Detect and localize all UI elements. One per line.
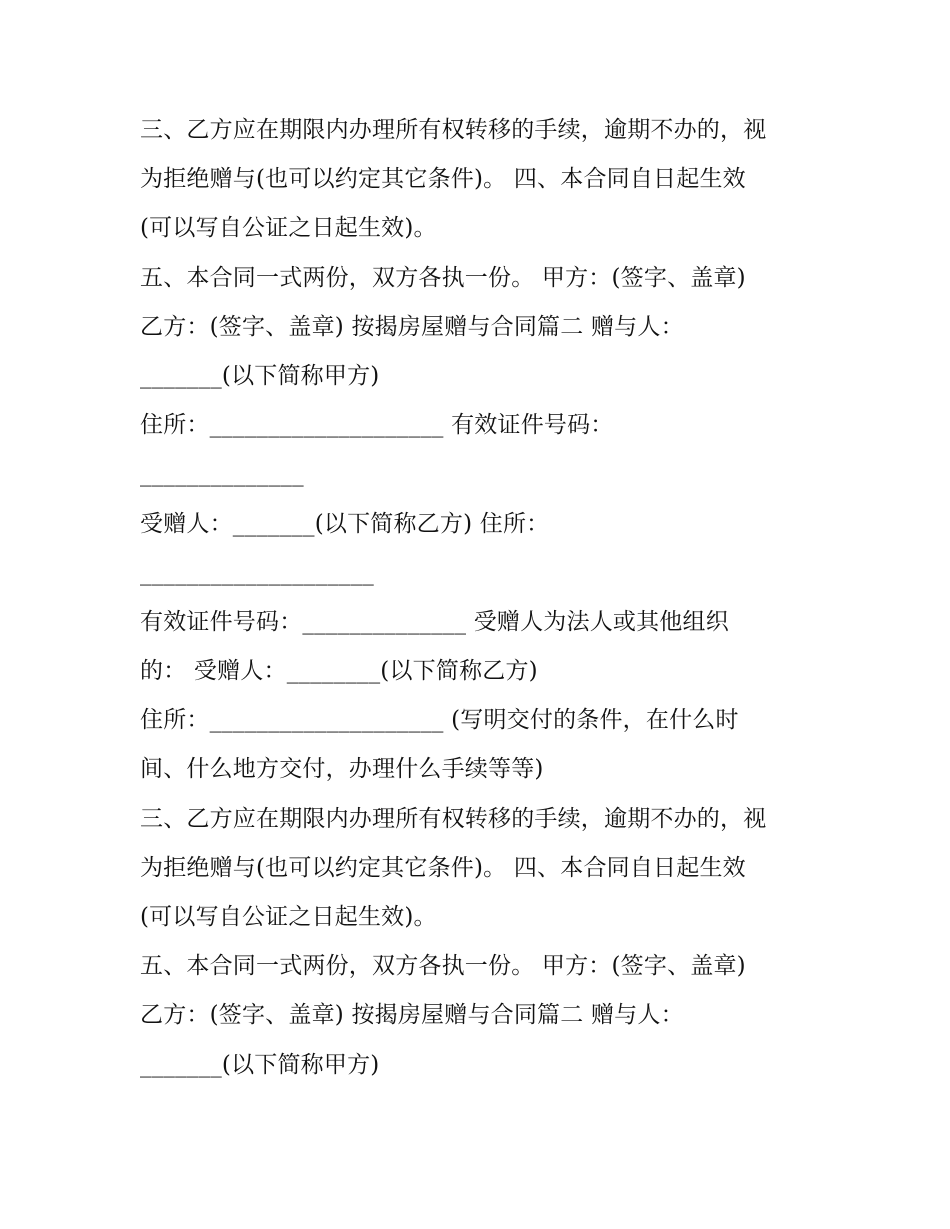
text-line: 间、什么地方交付，办理什么手续等等) — [140, 756, 544, 783]
text-line: 五、本合同一式两份，双方各执一份。 甲方：(签字、盖章) — [140, 264, 746, 291]
text-line: ____________________ — [140, 559, 374, 586]
text-line: 住所：____________________ (写明交付的条件，在什么时 — [140, 707, 739, 734]
text-line: 为拒绝赠与(也可以约定其它条件)。 四、本合同自日起生效 — [140, 854, 746, 881]
text-line: _______(以下简称甲方) — [140, 362, 380, 389]
text-line: 乙方：(签字、盖章) 按揭房屋赠与合同篇二 赠与人： — [140, 313, 684, 340]
text-line: 三、乙方应在期限内办理所有权转移的手续，逾期不办的，视 — [140, 117, 767, 143]
text-line: 的： 受赠人：________(以下简称乙方) — [140, 658, 538, 685]
text-line: 受赠人：_______(以下简称乙方) 住所： — [140, 510, 550, 537]
text-line: (可以写自公证之日起生效)。 — [140, 215, 437, 242]
text-line: 三、乙方应在期限内办理所有权转移的手续，逾期不办的，视 — [140, 805, 767, 832]
text-line: (可以写自公证之日起生效)。 — [140, 904, 437, 930]
document-body — [140, 106, 830, 1090]
text-line: 乙方：(签字、盖章) 按揭房屋赠与合同篇二 赠与人： — [140, 1002, 684, 1029]
text-line: 有效证件号码：______________ 受赠人为法人或其他组织 — [140, 608, 729, 635]
text-line: ______________ — [140, 461, 304, 488]
text-line: 五、本合同一式两份，双方各执一份。 甲方：(签字、盖章) — [140, 953, 746, 980]
text-line: 住所：____________________ 有效证件号码： — [140, 412, 614, 439]
text-line: _______(以下简称甲方) — [140, 1051, 380, 1078]
text-line: 为拒绝赠与(也可以约定其它条件)。 四、本合同自日起生效 — [140, 166, 746, 193]
